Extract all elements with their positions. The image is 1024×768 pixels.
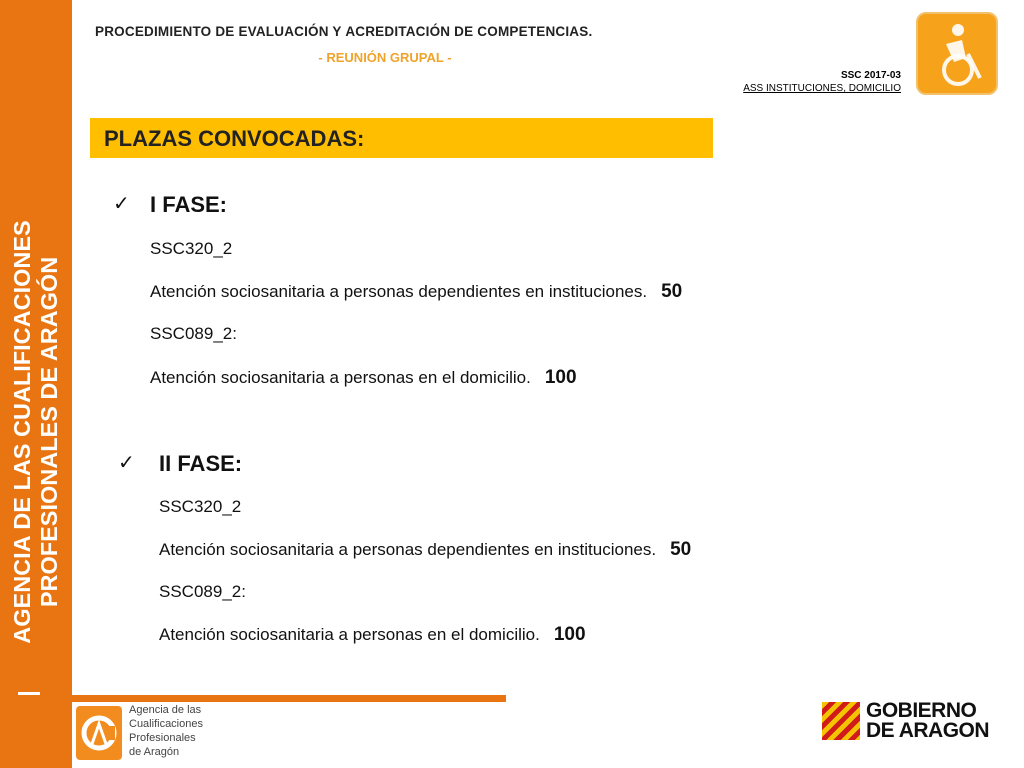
aragon-flag-icon bbox=[822, 702, 860, 740]
page-title bbox=[95, 24, 592, 39]
agency-line: Profesionales bbox=[129, 732, 196, 744]
item-description: Atención sociosanitaria a personas en el domicilio. bbox=[150, 368, 531, 387]
sidebar-divider bbox=[18, 692, 40, 695]
title-cap-3: A bbox=[345, 24, 356, 39]
phase-2-item-2 bbox=[159, 624, 586, 646]
phase-1-item-2 bbox=[150, 367, 577, 389]
phase-2-item-1-code: SSC320_2 bbox=[159, 497, 242, 516]
title-banner bbox=[90, 118, 713, 158]
wheelchair-icon bbox=[918, 14, 996, 93]
places-count: 100 bbox=[553, 624, 586, 645]
title-cap-2: E bbox=[238, 24, 248, 39]
phase-2-title: II FASE: bbox=[159, 451, 243, 476]
session-code-block bbox=[743, 69, 901, 95]
footer-divider bbox=[72, 695, 506, 702]
title-rest-3: CREDITACIÓN DE bbox=[355, 24, 478, 39]
phase-2-item-2-code: SSC089_2: bbox=[159, 582, 246, 601]
wheelchair-logo bbox=[916, 12, 998, 95]
phase-1-title: I FASE: bbox=[150, 192, 228, 217]
item-description: Atención sociosanitaria a personas dependientes en instituciones. bbox=[150, 282, 648, 301]
agency-name bbox=[129, 703, 203, 759]
agency-line: Agencia de las bbox=[129, 704, 202, 716]
gov-line-1: GOBIERNO bbox=[866, 699, 977, 722]
title-rest-2: VALUACIÓN Y bbox=[247, 24, 346, 39]
item-description: Atención sociosanitaria a personas dependientes en instituciones. bbox=[159, 540, 657, 559]
agency-c-icon bbox=[76, 706, 122, 760]
title-cap-1: P bbox=[95, 24, 105, 39]
phase-1-item-2-code: SSC089_2: bbox=[150, 324, 237, 343]
checkmark-icon: ✓ bbox=[118, 452, 135, 474]
sidebar-line-1: AGENCIA DE LAS CUALIFICACIONES bbox=[9, 220, 35, 644]
sidebar-line-2: PROFESIONALES DE ARAGÓN bbox=[36, 256, 62, 608]
sidebar bbox=[0, 0, 72, 768]
phase-1-item-1 bbox=[150, 281, 682, 303]
gov-line-2: DE ARAGON bbox=[866, 719, 990, 742]
banner-title: PLAZAS CONVOCADAS: bbox=[104, 126, 365, 151]
checkmark-icon: ✓ bbox=[113, 193, 130, 215]
title-rest-4: OMPETENCIAS. bbox=[487, 24, 593, 39]
item-description: Atención sociosanitaria a personas en el domicilio. bbox=[159, 625, 540, 644]
page-subtitle: - REUNIÓN GRUPAL - bbox=[318, 50, 452, 65]
agency-line: de Aragón bbox=[129, 746, 180, 758]
places-count: 50 bbox=[670, 539, 692, 560]
sidebar-agency-title bbox=[9, 220, 63, 643]
session-code-subtitle: ASS INSTITUCIONES, DOMICILIO bbox=[743, 83, 901, 94]
places-count: 50 bbox=[661, 281, 683, 302]
agency-logo bbox=[76, 706, 122, 760]
agency-line: Cualificaciones bbox=[129, 718, 203, 730]
phase-2-item-1 bbox=[159, 539, 691, 561]
government-logo-text bbox=[866, 701, 989, 741]
title-rest-1: ROCEDIMIENTO DE bbox=[104, 24, 239, 39]
title-cap-4: C bbox=[477, 24, 488, 39]
places-count: 100 bbox=[544, 367, 577, 388]
phase-1-item-1-code: SSC320_2 bbox=[150, 239, 233, 258]
session-code: SSC 2017-03 bbox=[840, 70, 901, 81]
